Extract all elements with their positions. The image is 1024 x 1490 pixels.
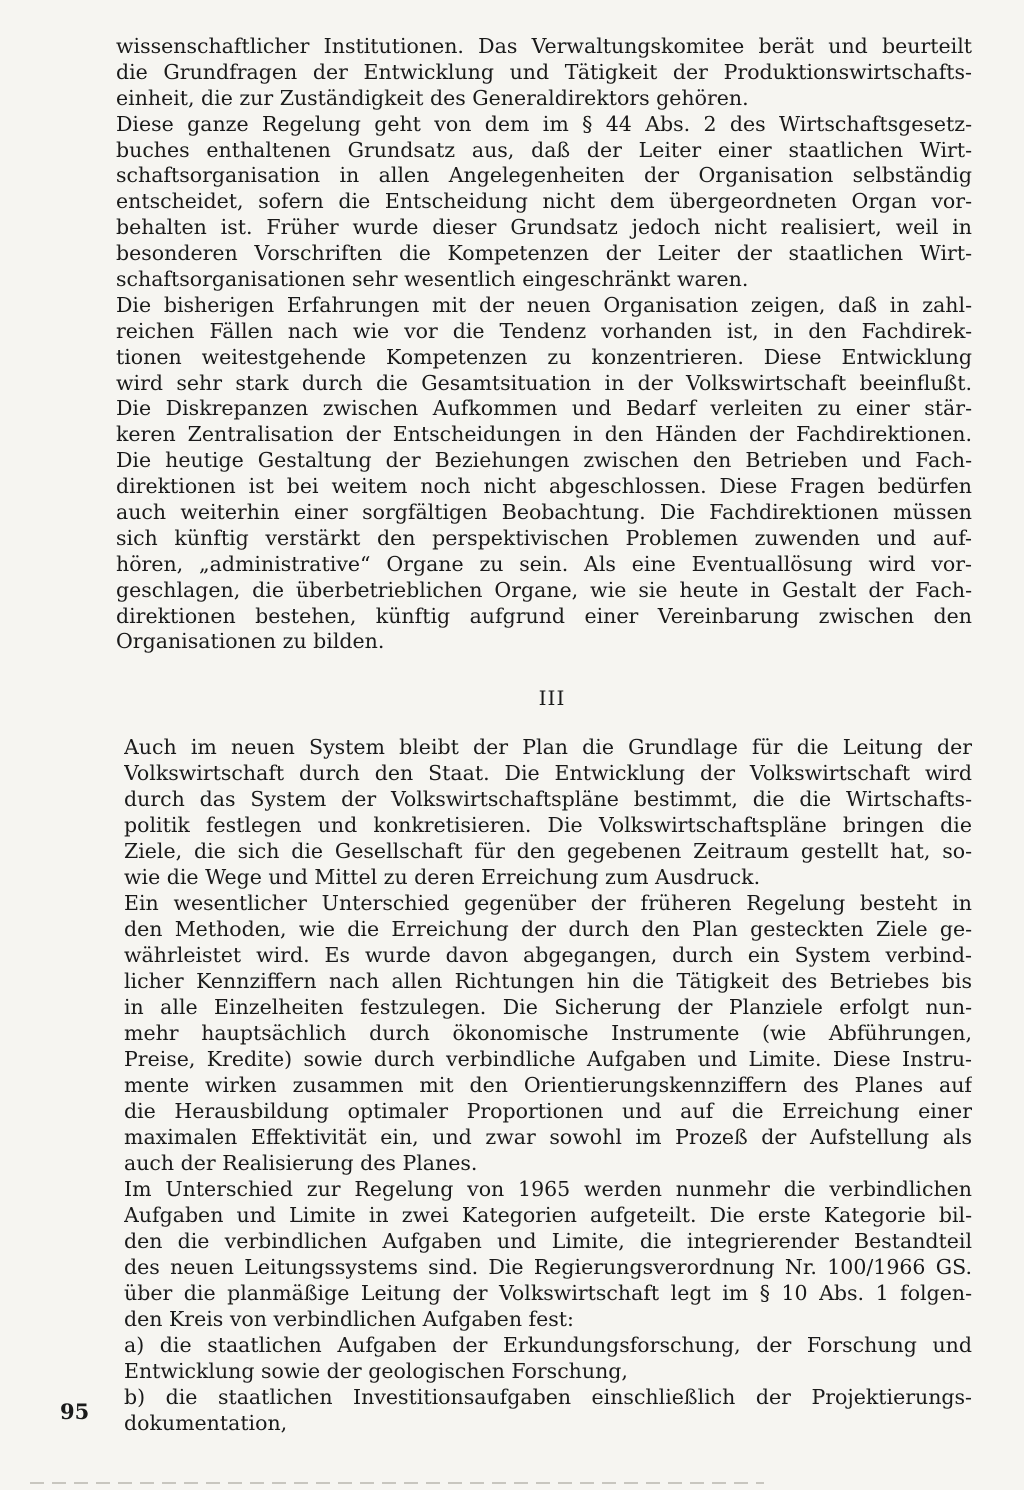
text-line: wird sehr stark durch die Gesamtsituation in der Volkswirtschaft beeinflußt. — [116, 370, 972, 395]
text-line: Entwicklung sowie der geologischen Forschung, — [124, 1359, 628, 1383]
text-line: Preise, Kredite) sowie durch verbindliche Aufgaben und Limite. Diese Instru- — [124, 1047, 972, 1071]
text-line: wissenschaftlicher Institutionen. Das Verwaltungskomitee berät und beurteilt — [116, 34, 972, 58]
text-line: Auch im neuen System bleibt der Plan die Grundlage für die Leitung der — [124, 735, 972, 759]
text-line: schaftsorganisation in allen Angelegenheiten der Organisation selbständig — [116, 163, 972, 188]
text-line: politik festlegen und konkretisieren. Die Volkswirtschaftspläne bringen die — [124, 813, 972, 837]
text-line: den Kreis von verbindlichen Aufgaben fest: — [124, 1307, 574, 1331]
text-line: in alle Einzelheiten festzulegen. Die Sicherung der Planziele erfolgt nun- — [124, 995, 972, 1019]
text-line: Volkswirtschaft durch den Staat. Die Entwicklung der Volkswirtschaft wird — [124, 761, 972, 785]
text-line: auch der Realisierung des Planes. — [124, 1151, 478, 1175]
text-line: keren Zentralisation der Entscheidungen in den Händen der Fachdirektionen. — [116, 422, 972, 447]
text-line: dokumentation, — [124, 1411, 288, 1435]
text-line: Ein wesentlicher Unterschied gegenüber der früheren Regelung besteht in — [124, 891, 972, 915]
text-line: mehr hauptsächlich durch ökonomische Instrumente (wie Abführungen, — [124, 1021, 972, 1045]
text-line: auch weiterhin einer sorgfältigen Beobachtung. Die Fachdirektionen müssen — [116, 500, 972, 525]
text-line: Diese ganze Regelung geht von dem im § 44 Abs. 2 des Wirtschaftsgesetz- — [116, 111, 972, 136]
text-line: hören, „administrative“ Organe zu sein. Als eine Eventuallösung wird vor- — [116, 551, 972, 576]
text-line: Die heutige Gestaltung der Beziehungen zwischen den Betrieben und Fach- — [116, 448, 972, 473]
text-line: tionen weitestgehende Kompetenzen zu konzentrieren. Diese Entwicklung — [116, 344, 972, 369]
text-line: des neuen Leitungssystems sind. Die Regierungsverordnung Nr. 100/1966 GS. — [124, 1255, 972, 1279]
text-line: direktionen ist bei weitem noch nicht abgeschlossen. Diese Fragen bedürfen — [116, 474, 972, 499]
text-line: Die Diskrepanzen zwischen Aufkommen und Bedarf verleiten zu einer stär- — [116, 396, 972, 421]
text-line: Aufgaben und Limite in zwei Kategorien aufgeteilt. Die erste Kategorie bil- — [124, 1203, 972, 1227]
text-line: wie die Wege und Mittel zu deren Erreichung zum Ausdruck. — [124, 865, 761, 889]
text-line: währleistet wird. Es wurde davon abgegangen, durch ein System verbind- — [124, 943, 972, 967]
text-line: a) die staatlichen Aufgaben der Erkundungsforschung, der Forschung und — [124, 1333, 972, 1357]
text-line: Im Unterschied zur Regelung von 1965 werden nunmehr die verbindlichen — [124, 1177, 972, 1201]
text-line: die Grundfragen der Entwicklung und Tätigkeit der Produktionswirtschafts- — [116, 59, 972, 84]
text-line: behalten ist. Früher wurde dieser Grundsatz jedoch nicht realisiert, weil in — [116, 215, 972, 240]
text-line: reichen Fällen nach wie vor die Tendenz vorhanden ist, in den Fachdirek- — [116, 318, 972, 343]
text-line: durch das System der Volkswirtschaftspläne bestimmt, die die Wirtschafts- — [124, 787, 972, 811]
text-line: schaftsorganisationen sehr wesentlich eingeschränkt waren. — [116, 267, 749, 292]
text-line: maximalen Effektivität ein, und zwar sowohl im Prozeß der Aufstellung als — [124, 1125, 972, 1149]
text-line: licher Kennziffern nach allen Richtungen hin die Tätigkeit des Betriebes bis — [124, 969, 972, 993]
text-line: den die verbindlichen Aufgaben und Limite, die integrierender Bestandteil — [124, 1229, 972, 1253]
text-line: mente wirken zusammen mit den Orientierungskennziffern des Planes auf — [124, 1073, 972, 1097]
text-line: den Methoden, wie die Erreichung der durch den Plan gesteckten Ziele ge- — [124, 917, 972, 941]
page-number: 95 — [60, 1399, 90, 1424]
text-block-upper — [116, 34, 972, 655]
text-line: b) die staatlichen Investitionsaufgaben einschließlich der Projektierungs- — [124, 1385, 972, 1409]
scan-edge-divider — [30, 1482, 764, 1484]
text-line: entscheidet, sofern die Entscheidung nicht dem übergeordneten Organ vor- — [116, 189, 972, 214]
text-line: Ziele, die sich die Gesellschaft für den gegebenen Zeitraum gestellt hat, so- — [124, 839, 972, 863]
text-line: einheit, die zur Zuständigkeit des Generaldirektors gehören. — [116, 85, 749, 110]
section-heading: III — [538, 686, 566, 710]
text-line: Die bisherigen Erfahrungen mit der neuen Organisation zeigen, daß in zahl- — [116, 292, 972, 317]
text-line: besonderen Vorschriften die Kompetenzen der Leiter der staatlichen Wirt- — [116, 241, 972, 266]
text-block-lower — [124, 734, 972, 1436]
text-line: buches enthaltenen Grundsatz aus, daß der Leiter einer staatlichen Wirt- — [116, 137, 972, 162]
text-line: geschlagen, die überbetrieblichen Organe, wie sie heute in Gestalt der Fach- — [116, 577, 972, 602]
text-line: über die planmäßige Leitung der Volkswirtschaft legt im § 10 Abs. 1 folgen- — [124, 1281, 972, 1305]
text-line: sich künftig verstärkt den perspektivischen Problemen zuwenden und auf- — [116, 525, 972, 550]
text-line: Organisationen zu bilden. — [116, 629, 385, 654]
text-line: direktionen bestehen, künftig aufgrund einer Vereinbarung zwischen den — [116, 603, 972, 628]
text-line: die Herausbildung optimaler Proportionen und auf die Erreichung einer — [124, 1099, 972, 1123]
